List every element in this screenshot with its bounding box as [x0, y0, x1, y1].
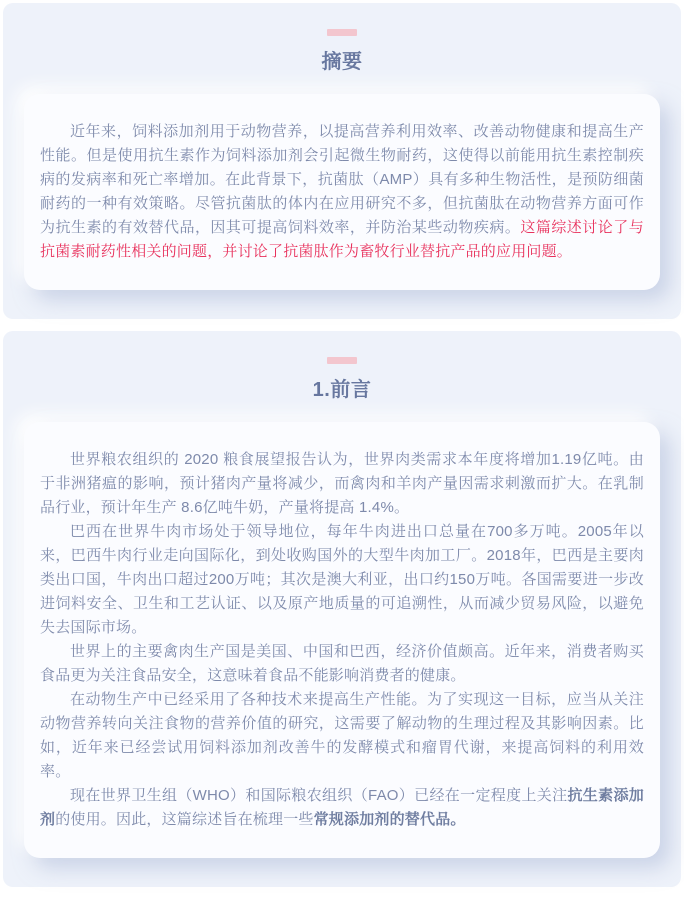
body-text: 世界上的主要禽肉生产国是美国、中国和巴西，经济价值颇高。近年来，消费者购买食品更为关注食品安全，这意味着食品不能影响消费者的健康。 [40, 643, 644, 684]
section-accent-bar [327, 357, 357, 364]
body-text: 现在世界卫生组（WHO）和国际粮农组织（FAO）已经在一定程度上关注 [70, 787, 568, 804]
section-abstract [3, 3, 681, 319]
paragraph [40, 448, 644, 520]
paragraph [40, 688, 644, 784]
introduction-body [40, 448, 644, 832]
paragraph [40, 120, 644, 264]
abstract-body [40, 120, 644, 264]
body-text: 世界粮农组织的 2020 粮食展望报告认为，世界肉类需求本年度将增加1.19亿吨。由于非洲猪瘟的影响，预计猪肉产量将减少，而禽肉和羊肉产量因需求刺激而扩大。在乳制品行业，预计年生产 8.6亿吨牛奶，产量将提高 1.4%。 [40, 451, 644, 516]
body-text: 在动物生产中已经采用了各种技术来提高生产性能。为了实现这一目标，应当从关注动物营养转向关注食物的营养价值的研究，这需要了解动物的生理过程及其影响因素。比如，近年来已经尝试用饲料添加剂改善牛的发酵模式和瘤胃代谢，来提高饲料的利用效率。 [40, 691, 644, 780]
section-accent-bar [327, 29, 357, 36]
paragraph [40, 520, 644, 640]
introduction-title: 1.前言 [312, 379, 372, 401]
abstract-title: 摘要 [321, 51, 363, 73]
body-text: 的使用。因此，这篇综述旨在梳理一些 [55, 811, 314, 828]
abstract-card [24, 94, 660, 290]
body-text: 巴西在世界牛肉市场处于领导地位，每年牛肉进出口总量在700多万吨。2005年以来，巴西牛肉行业走向国际化，到处收购国外的大型牛肉加工厂。2018年，巴西是主要肉类出口国，牛肉出口超过200万吨；其次是澳大利亚，出口约150万吨。各国需要进一步改进饲料安全、卫生和工艺认证、以及原产地质量的可追溯性，从而减少贸易风险，以避免失去国际市场。 [40, 523, 644, 636]
introduction-card [24, 422, 660, 858]
body-text: 近年来，饲料添加剂用于动物营养，以提高营养利用效率、改善动物健康和提高生产性能。但是使用抗生素作为饲料添加剂会引起微生物耐药，这使得以前能用抗生素控制疾病的发病率和死亡率增加。在此背景下，抗菌肽（AMP）具有多种生物活性，是预防细菌耐药的一种有效策略。尽管抗菌肽的体内在应用研究不多，但抗菌肽在动物营养方面可作为抗生素的有效替代品，因其可提高饲料效率，并防治某些动物疾病。 [40, 123, 644, 236]
emphasized-text: 抗生素添加剂 [40, 787, 644, 828]
paragraph [40, 784, 644, 832]
section-introduction [3, 331, 681, 887]
emphasized-text: 常规添加剂的替代品。 [313, 811, 466, 828]
highlighted-text: 这篇综述讨论了与抗菌素耐药性相关的问题，并讨论了抗菌肽作为畜牧行业替抗产品的应用问题。 [40, 219, 644, 260]
paragraph [40, 640, 644, 688]
